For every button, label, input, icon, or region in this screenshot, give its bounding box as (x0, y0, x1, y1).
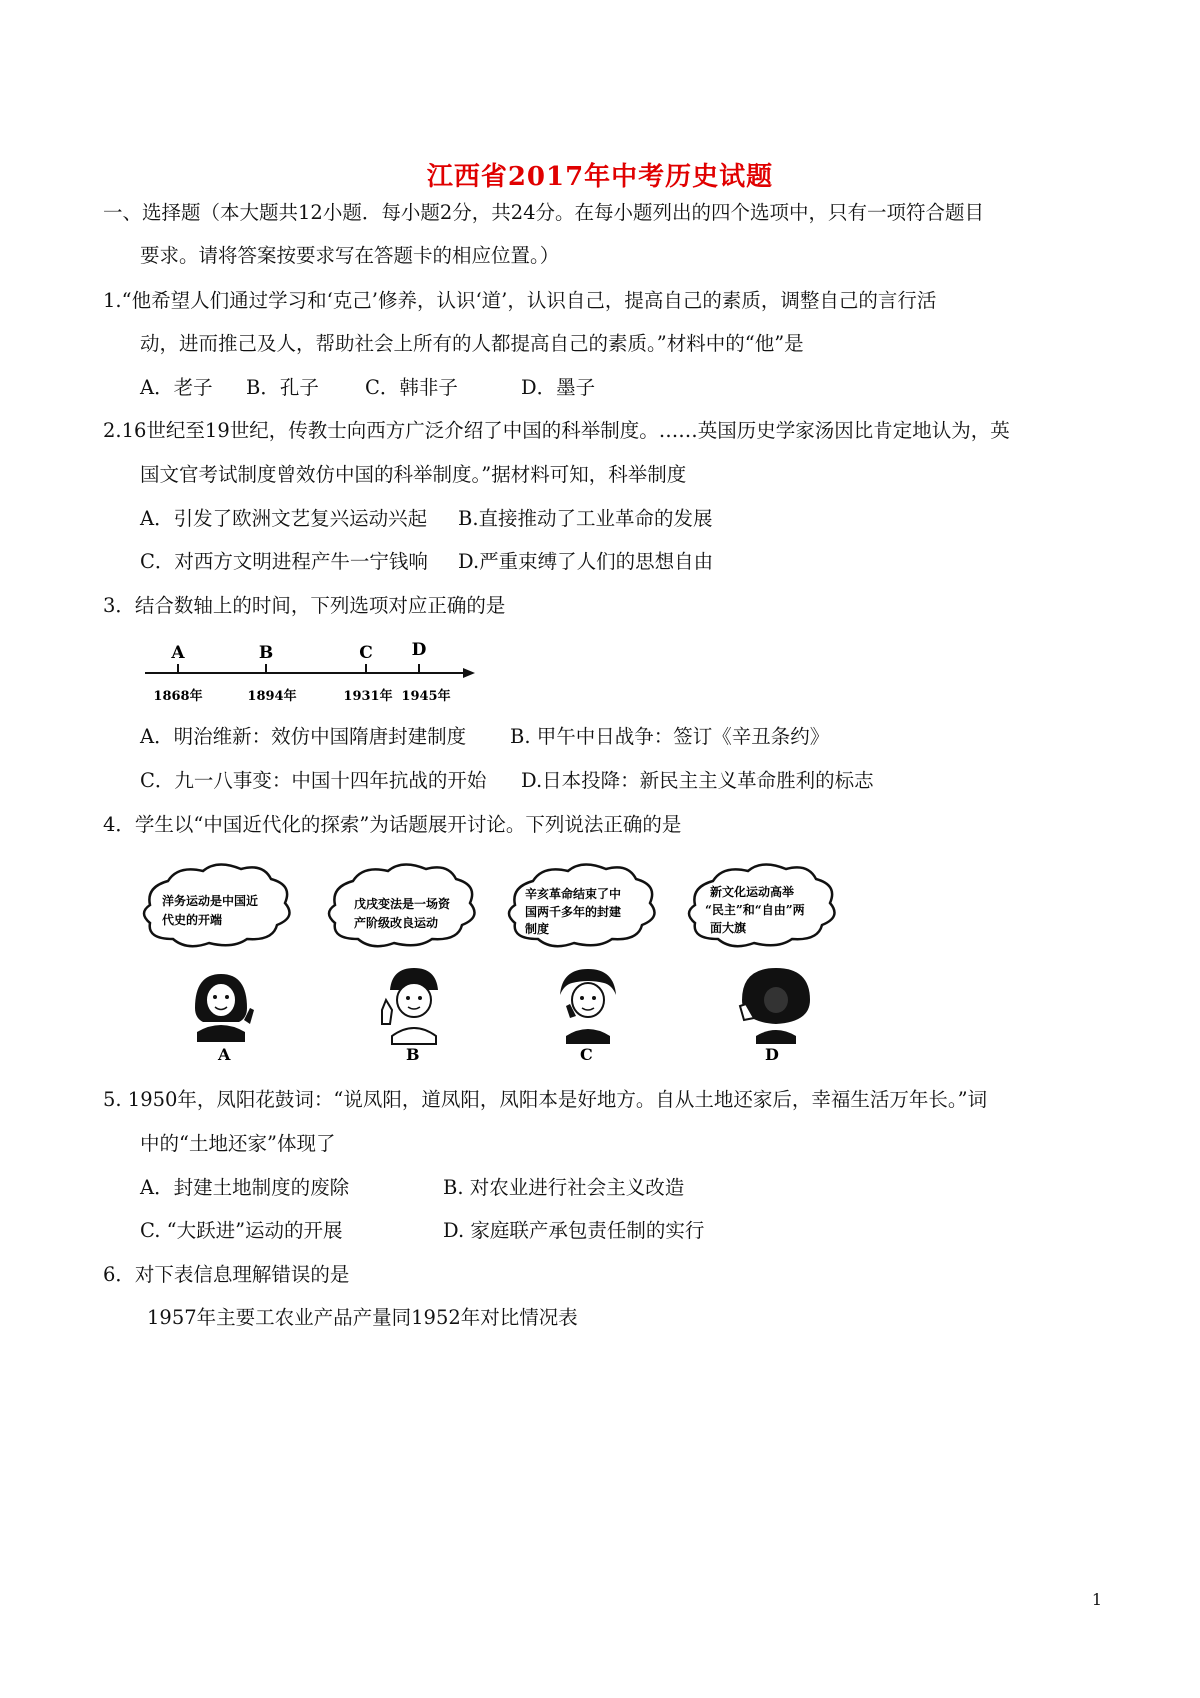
svg-text:辛亥革命结束了中: 辛亥革命结束了中 (525, 887, 622, 901)
svg-text:1868年: 1868年 (153, 689, 203, 704)
q3-option-b[interactable]: B. 甲午中日战争：签订《辛丑条约》 (510, 725, 830, 748)
q3-option-d[interactable]: D.日本投降：新民主主义革命胜利的标志 (521, 769, 874, 792)
q1-stem-line2: 动，进而推己及人，帮助社会上所有的人都提高自己的素质。”材料中的“他”是 (140, 332, 804, 355)
q5-option-b[interactable]: B. 对农业进行社会主义改造 (443, 1176, 685, 1199)
q1-stem-line1: 1.“他希望人们通过学习和‘克己’修养，认识‘道’，认识自己，提高自己的素质，调整自己的言行活 (103, 289, 937, 312)
q4-cartoon-panel (140, 860, 1080, 1075)
svg-text:新文化运动高举: 新文化运动高举 (710, 885, 795, 899)
cartoon-student-a (144, 864, 290, 1064)
q4-stem: 4．学生以“中国近代化的探索”为话题展开讨论。下列说法正确的是 (103, 813, 682, 836)
section-heading-line1: 一、选择题（本大题共12小题．每小题2分，共24分。在每小题列出的四个选项中，只有一项符合题目 (103, 201, 985, 224)
cartoon-label-a: A (218, 1045, 231, 1064)
q5-stem-line2: 中的“土地还家”体现了 (140, 1132, 336, 1155)
svg-text:国两千多年的封建: 国两千多年的封建 (525, 905, 622, 919)
cartoon-label-b: B (406, 1045, 420, 1064)
svg-text:A: A (171, 643, 185, 663)
q2-option-a[interactable]: A．引发了欧洲文艺复兴运动兴起 (140, 507, 428, 530)
cartoon-label-d: D (765, 1045, 779, 1064)
q3-option-c[interactable]: C．九一八事变：中国十四年抗战的开始 (140, 769, 487, 792)
section-heading-line2: 要求。请将答案按要求写在答题卡的相应位置。） (140, 244, 560, 267)
svg-text:1945年: 1945年 (401, 689, 451, 704)
q1-option-b[interactable]: B．孔子 (246, 376, 319, 399)
svg-text:“民主”和“自由”两: “民主”和“自由”两 (705, 903, 805, 917)
svg-text:D: D (411, 640, 427, 660)
cartoon-student-d (689, 864, 835, 1064)
q5-option-a[interactable]: A．封建土地制度的废除 (140, 1176, 350, 1199)
svg-text:1931年: 1931年 (343, 689, 393, 704)
q5-stem-line1: 5. 1950年，凤阳花鼓词：“说凤阳，道凤阳，凤阳本是好地方。自从土地还家后，幸福生活万年长。”词 (103, 1088, 988, 1111)
q6-stem: 6．对下表信息理解错误的是 (103, 1263, 350, 1286)
svg-text:B: B (258, 643, 274, 663)
q2-stem-line1: 2.16世纪至19世纪，传教士向西方广泛介绍了中国的科举制度。……英国历史学家汤因比肯定地认为，英 (103, 419, 1010, 442)
svg-text:产阶级改良运动: 产阶级改良运动 (354, 916, 439, 930)
q3-stem: 3．结合数轴上的时间，下列选项对应正确的是 (103, 594, 506, 617)
svg-text:洋务运动是中国近: 洋务运动是中国近 (162, 894, 259, 908)
q5-option-c[interactable]: C. “大跃进”运动的开展 (140, 1219, 343, 1242)
q3-timeline (145, 638, 525, 718)
q6-table-caption: 1957年主要工农业产品产量同1952年对比情况表 (147, 1306, 578, 1329)
student-b-icon (382, 968, 438, 1044)
q2-option-c[interactable]: C．对西方文明进程产牛一宁钱响 (140, 550, 428, 573)
student-a-icon (195, 974, 254, 1042)
q1-option-c[interactable]: C．韩非子 (365, 376, 458, 399)
svg-text:C: C (359, 643, 373, 663)
q3-option-a[interactable]: A．明治维新：效仿中国隋唐封建制度 (140, 725, 467, 748)
q1-option-a[interactable]: A．老子 (140, 376, 213, 399)
svg-text:面大旗: 面大旗 (710, 921, 747, 935)
student-d-icon (740, 968, 810, 1044)
cartoon-student-c (509, 864, 655, 1064)
cartoon-student-b (329, 864, 475, 1064)
q5-option-d[interactable]: D. 家庭联产承包责任制的实行 (443, 1219, 705, 1242)
svg-text:代史的开端: 代史的开端 (162, 913, 223, 927)
timeline-arrow (463, 668, 475, 678)
q2-option-d[interactable]: D.严重束缚了人们的思想自由 (458, 550, 714, 573)
svg-text:戊戌变法是一场资: 戊戌变法是一场资 (354, 897, 451, 911)
q2-stem-line2: 国文官考试制度曾效仿中国的科举制度。”据材料可知，科举制度 (140, 463, 687, 486)
page-title: 江西省2017年中考历史试题 (426, 162, 774, 192)
cartoon-label-c: C (580, 1045, 593, 1064)
student-c-icon (560, 969, 616, 1044)
page-number: 1 (1091, 1590, 1102, 1609)
q1-option-d[interactable]: D．墨子 (521, 376, 596, 399)
svg-text:1894年: 1894年 (247, 689, 297, 704)
svg-text:制度: 制度 (525, 922, 550, 936)
q2-option-b[interactable]: B.直接推动了工业革命的发展 (458, 507, 713, 530)
